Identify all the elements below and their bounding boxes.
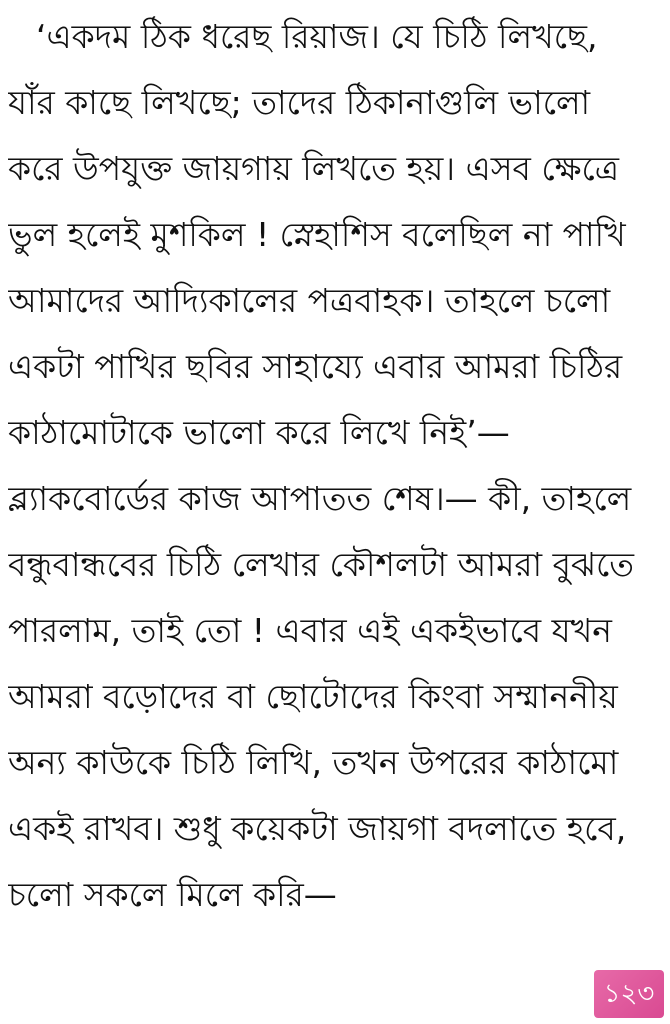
text-line-11: আমরা বড়োদের বা ছোটোদের কিংবা সম্মাননীয় xyxy=(8,677,618,716)
text-line-10: পারলাম, তাই তো ! এবার এই একইভাবে যখন xyxy=(8,611,612,650)
text-line-6: একটা পাখির ছবির সাহায্যে এবার আমরা চিঠির xyxy=(8,347,623,386)
text-line-12: অন্য কাউকে চিঠি লিখি, তখন উপরের কাঠামো xyxy=(8,743,619,782)
text-line-13: একই রাখব। শুধু কয়েকটা জায়গা বদলাতে হবে, xyxy=(8,809,627,848)
text-line-5: আমাদের আদ্যিকালের পত্রবাহক। তাহলে চলো xyxy=(8,281,611,320)
text-line-3: করে উপযুক্ত জায়গায় লিখতে হয়। এসব ক্ষেত্রে xyxy=(8,149,619,188)
text-line-4: ভুল হলেই মুশকিল ! স্নেহাশিস বলেছিল না পাখি xyxy=(8,215,626,254)
text-line-9: বন্ধুবান্ধবের চিঠি লেখার কৌশলটা আমরা বুঝতে xyxy=(8,545,634,584)
page-number-badge: ১২৩ xyxy=(594,970,664,1018)
text-line-7: কাঠামোটাকে ভালো করে লিখে নিই’— xyxy=(8,413,510,452)
text-line-14: চলো সকলে মিলে করি— xyxy=(8,875,337,914)
text-line-1: ‘একদম ঠিক ধরেছ রিয়াজ। যে চিঠি লিখছে, xyxy=(36,17,598,56)
text-line-2: যাঁর কাছে লিখছে; তাদের ঠিকানাগুলি ভালো xyxy=(8,83,591,122)
text-line-8: ব্ল্যাকবোর্ডের কাজ আপাতত শেষ।— কী, তাহলে xyxy=(8,479,632,518)
